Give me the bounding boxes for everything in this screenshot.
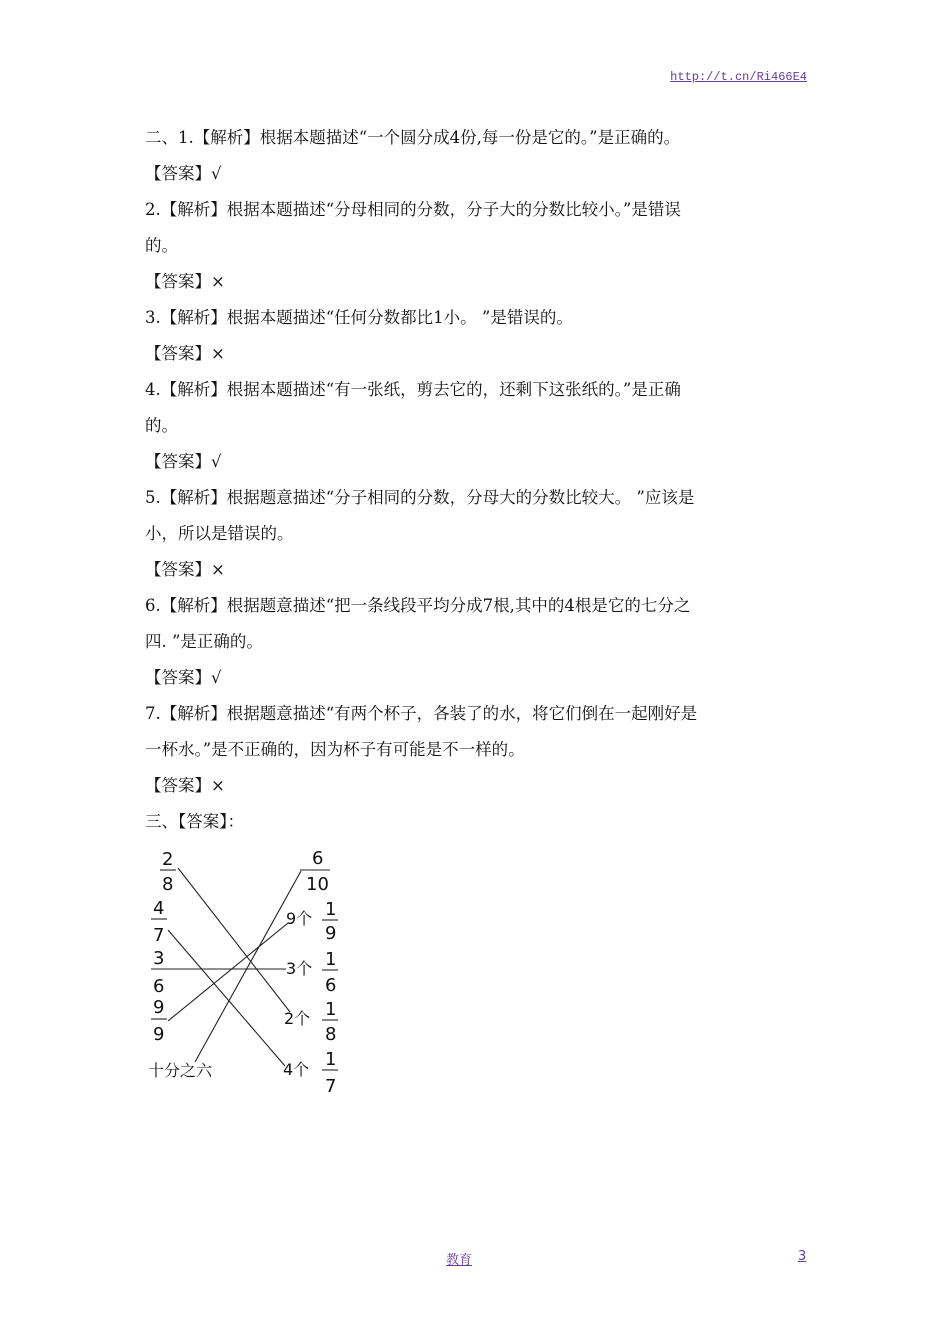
right-fraction-3-den: 8 — [325, 1024, 337, 1045]
text-line: 【答案】× — [145, 272, 225, 291]
text-line: 7.【解析】根据题意描述“有两个杯子，各装了的水，将它们倒在一起刚好是 — [145, 704, 698, 723]
right-count-1: 9个 — [286, 909, 313, 928]
right-fraction-4-den: 7 — [325, 1076, 337, 1097]
right-count-4: 4个 — [283, 1060, 310, 1079]
text-line: 的。 — [145, 236, 178, 255]
header-link[interactable]: http://t.cn/Ri466E4 — [670, 70, 807, 84]
page-number[interactable]: 3 — [798, 1249, 807, 1264]
text-line: 的。 — [145, 416, 178, 435]
right-fraction-3-num: 1 — [325, 999, 337, 1020]
text-line: 2.【解析】根据本题描述“分母相同的分数，分子大的分数比较小。”是错误 — [145, 200, 681, 219]
text-line: 一杯水。”是不正确的，因为杯子有可能是不一样的。 — [145, 740, 525, 759]
answer-text — [145, 120, 807, 840]
right-count-2: 3个 — [286, 959, 313, 978]
match-line-4-7 — [168, 930, 285, 1066]
left-fraction-4-num: 9 — [153, 997, 165, 1018]
left-fraction-4-den: 9 — [153, 1024, 165, 1045]
right-fraction-2-num: 1 — [325, 949, 337, 970]
text-line: 四. ”是正确的。 — [145, 632, 263, 651]
right-fraction-1-num: 1 — [325, 899, 337, 920]
right-top-num: 6 — [312, 848, 324, 869]
right-fraction-2-den: 6 — [325, 975, 337, 996]
text-line: 【答案】× — [145, 776, 225, 795]
match-line-2-8 — [178, 868, 290, 1012]
text-line: 3.【解析】根据本题描述“任何分数都比1小。 ”是错误的。 — [145, 308, 573, 327]
text-line: 5.【解析】根据题意描述“分子相同的分数，分母大的分数比较大。 ”应该是 — [145, 488, 695, 507]
left-fraction-1-num: 2 — [162, 849, 174, 870]
text-line: 二、1.【解析】根据本题描述“一个圆分成4份,每一份是它的。”是正确的。 — [145, 128, 681, 147]
left-fraction-2-num: 4 — [153, 898, 165, 919]
text-line: 【答案】√ — [145, 452, 222, 471]
left-fraction-1-den: 8 — [162, 874, 174, 895]
text-line: 【答案】× — [145, 344, 225, 363]
left-fraction-3-num: 3 — [153, 948, 165, 969]
match-line-9-9 — [168, 923, 288, 1021]
left-word-label: 十分之六 — [148, 1061, 213, 1080]
right-count-3: 2个 — [284, 1009, 311, 1028]
left-fraction-3-den: 6 — [153, 976, 165, 997]
text-line: 【答案】× — [145, 560, 225, 579]
matching-figure — [140, 840, 360, 1100]
text-line: 【答案】√ — [145, 668, 222, 687]
text-line: 小，所以是错误的。 — [145, 524, 294, 543]
right-fraction-4-num: 1 — [325, 1049, 337, 1070]
text-line: 6.【解析】根据题意描述“把一条线段平均分成7根,其中的4根是它的七分之 — [145, 596, 691, 615]
text-line: 4.【解析】根据本题描述“有一张纸，剪去它的，还剩下这张纸的。”是正确 — [145, 380, 681, 399]
right-fraction-1-den: 9 — [325, 923, 337, 944]
text-line: 三、【答案】： — [145, 812, 244, 831]
right-top-den: 10 — [306, 874, 329, 895]
left-fraction-2-den: 7 — [153, 925, 165, 946]
text-line: 【答案】√ — [145, 164, 222, 183]
footer-link[interactable]: 教育 — [446, 1253, 473, 1268]
